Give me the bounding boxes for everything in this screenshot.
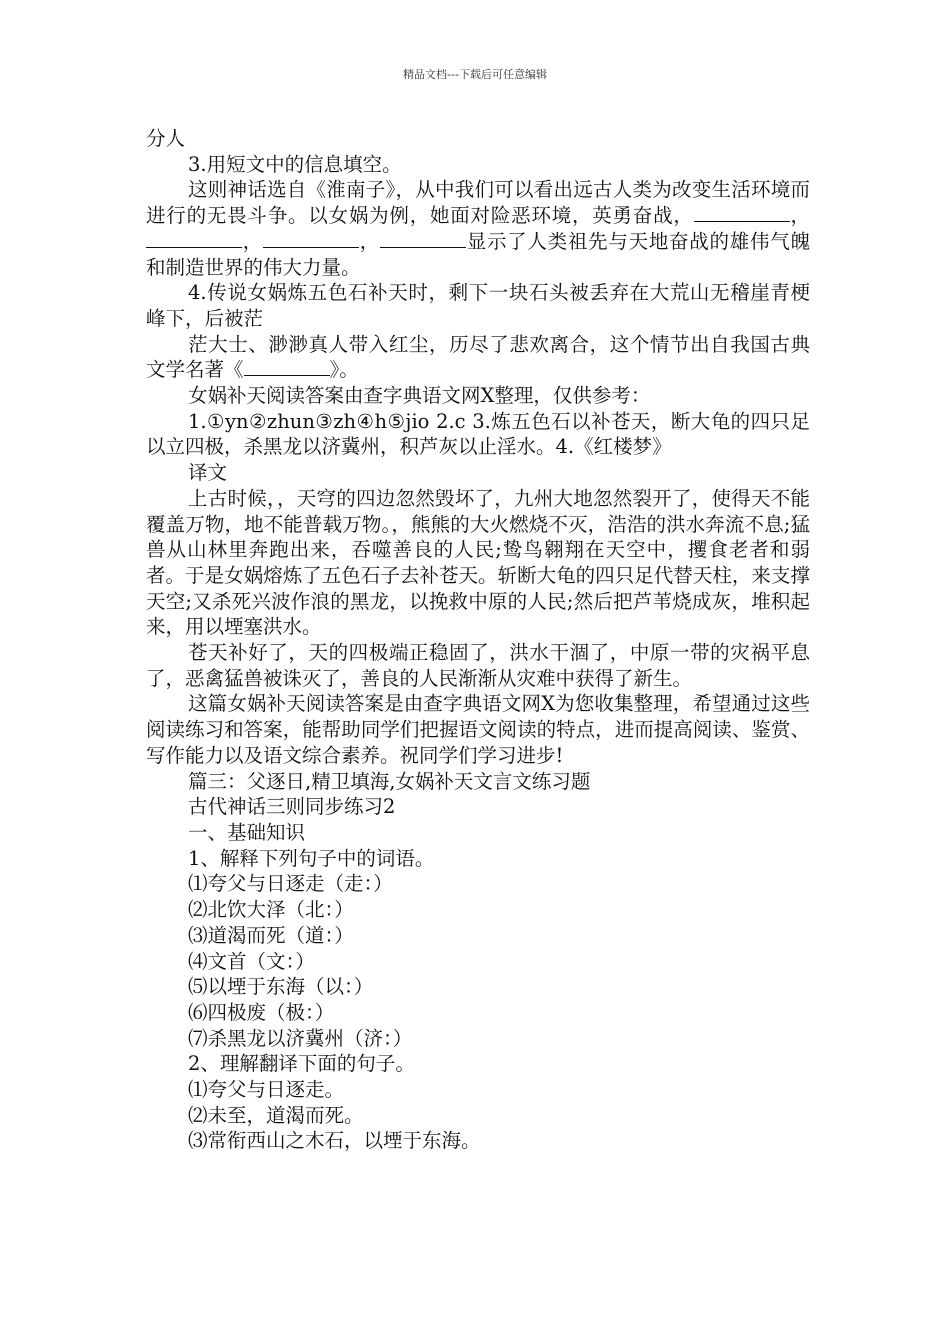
text-segment: 》。	[329, 358, 359, 382]
question: 2、理解翻译下面的句子。	[188, 1052, 415, 1076]
closing-paragraph: 这篇女娲补天阅读答案是由查字典语文网X为您收集整理，希望通过这些阅读练习和答案，能帮助同学们把握语文阅读的特点，进而提高阅读、鉴赏、写作能力以及语文综合素养。祝同学们学习进步!	[146, 692, 810, 767]
list-item: ⑺杀黑龙以济冀州（济：）	[188, 1026, 413, 1050]
text-line: 分人	[146, 127, 186, 150]
document-body	[146, 126, 810, 1154]
section-title: 篇三：父逐日,精卫填海,女娲补天文言文练习题	[188, 769, 591, 793]
blank-2	[146, 229, 242, 248]
text-segment: 茫大士、渺渺真人带入红尘，历尽了悲欢离合，这个情节出自我国古典文学名著《	[146, 332, 810, 382]
translation-paragraph: 苍天补好了，天的四极端正稳固了，洪水干涸了，中原一带的灾祸平息了，恶禽猛兽被诛灭了，善良的人民渐渐从灾难中获得了新生。	[146, 641, 810, 690]
blank-1	[694, 203, 790, 222]
answer-intro: 女娲补天阅读答案由查字典语文网X整理，仅供参考：	[188, 384, 651, 408]
section-heading: 一、基础知识	[188, 820, 306, 844]
list-item: ⑸以堙于东海（以：）	[188, 975, 374, 999]
list-item: ⑶道渴而死（道：）	[188, 923, 354, 947]
blank-5	[244, 357, 330, 376]
separator: ，	[789, 204, 810, 228]
list-item: ⑵北饮大泽（北：）	[188, 898, 354, 922]
list-item: ⑶常衔西山之木石，以堙于东海。	[188, 1129, 481, 1153]
question: 1、解释下列句子中的词语。	[188, 846, 435, 870]
answer-text: 1.①yn②zhun③zh④h⑤jio 2.c 3.炼五色石以补苍天，断大龟的四只足以立四极，杀黑龙以济冀州，积芦灰以止淫水。4.《红楼梦》	[146, 409, 810, 459]
translation-paragraph: 上古时候，，天穹的四边忽然毁坏了，九州大地忽然裂开了，使得天不能覆盖万物，地不能普载万物。，熊熊的大火燃烧不灭，浩浩的洪水奔流不息;猛兽从山林里奔跑出来，吞噬善良的人民;鸷鸟翱翔在天空中，攫食老者和弱者。于是女娲熔炼了五色石子去补苍天。斩断大龟的四只足代替天柱，来支撑天空;又杀死兴波作浪的黑龙，以挽救中原的人民;然后把芦苇烧成灰，堆积起来，用以堙塞洪水。	[146, 486, 810, 639]
text-segment: 显示了人类祖先与天地奋战的雄伟气魄和制造世界的伟大力量。	[146, 229, 810, 279]
translation-heading: 译文	[188, 461, 228, 485]
exercise-title: 古代神话三则同步练习2	[188, 795, 396, 819]
list-item: ⑴夸父与日逐走（走：）	[188, 872, 393, 896]
page-header: 精品文档---下载后可任意编辑	[403, 68, 547, 81]
list-item: ⑷文首（文：）	[188, 949, 315, 973]
list-item: ⑹四极废（极：）	[188, 1000, 335, 1024]
question-4-cont	[146, 332, 810, 383]
blank-3	[263, 229, 359, 248]
blank-4	[380, 229, 466, 248]
list-item: ⑴夸父与日逐走。	[188, 1078, 345, 1102]
question-4: 4.传说女娲炼五色石补天时，剩下一块石头被丢弃在大荒山无稽崖青梗峰下，后被茫	[146, 281, 810, 330]
fill-blank-paragraph	[146, 177, 810, 280]
text-segment: 这则神话选自《淮南子》，从中我们可以看出远古人类为改变生活环境而进行的无畏斗争。以女娲为例，她面对险恶环境，英勇奋战，	[146, 178, 810, 228]
separator: ，	[242, 229, 263, 253]
question-3: 3.用短文中的信息填空。	[188, 152, 402, 176]
list-item: ⑵未至，道渴而死。	[188, 1103, 364, 1127]
separator: ，	[358, 229, 380, 253]
